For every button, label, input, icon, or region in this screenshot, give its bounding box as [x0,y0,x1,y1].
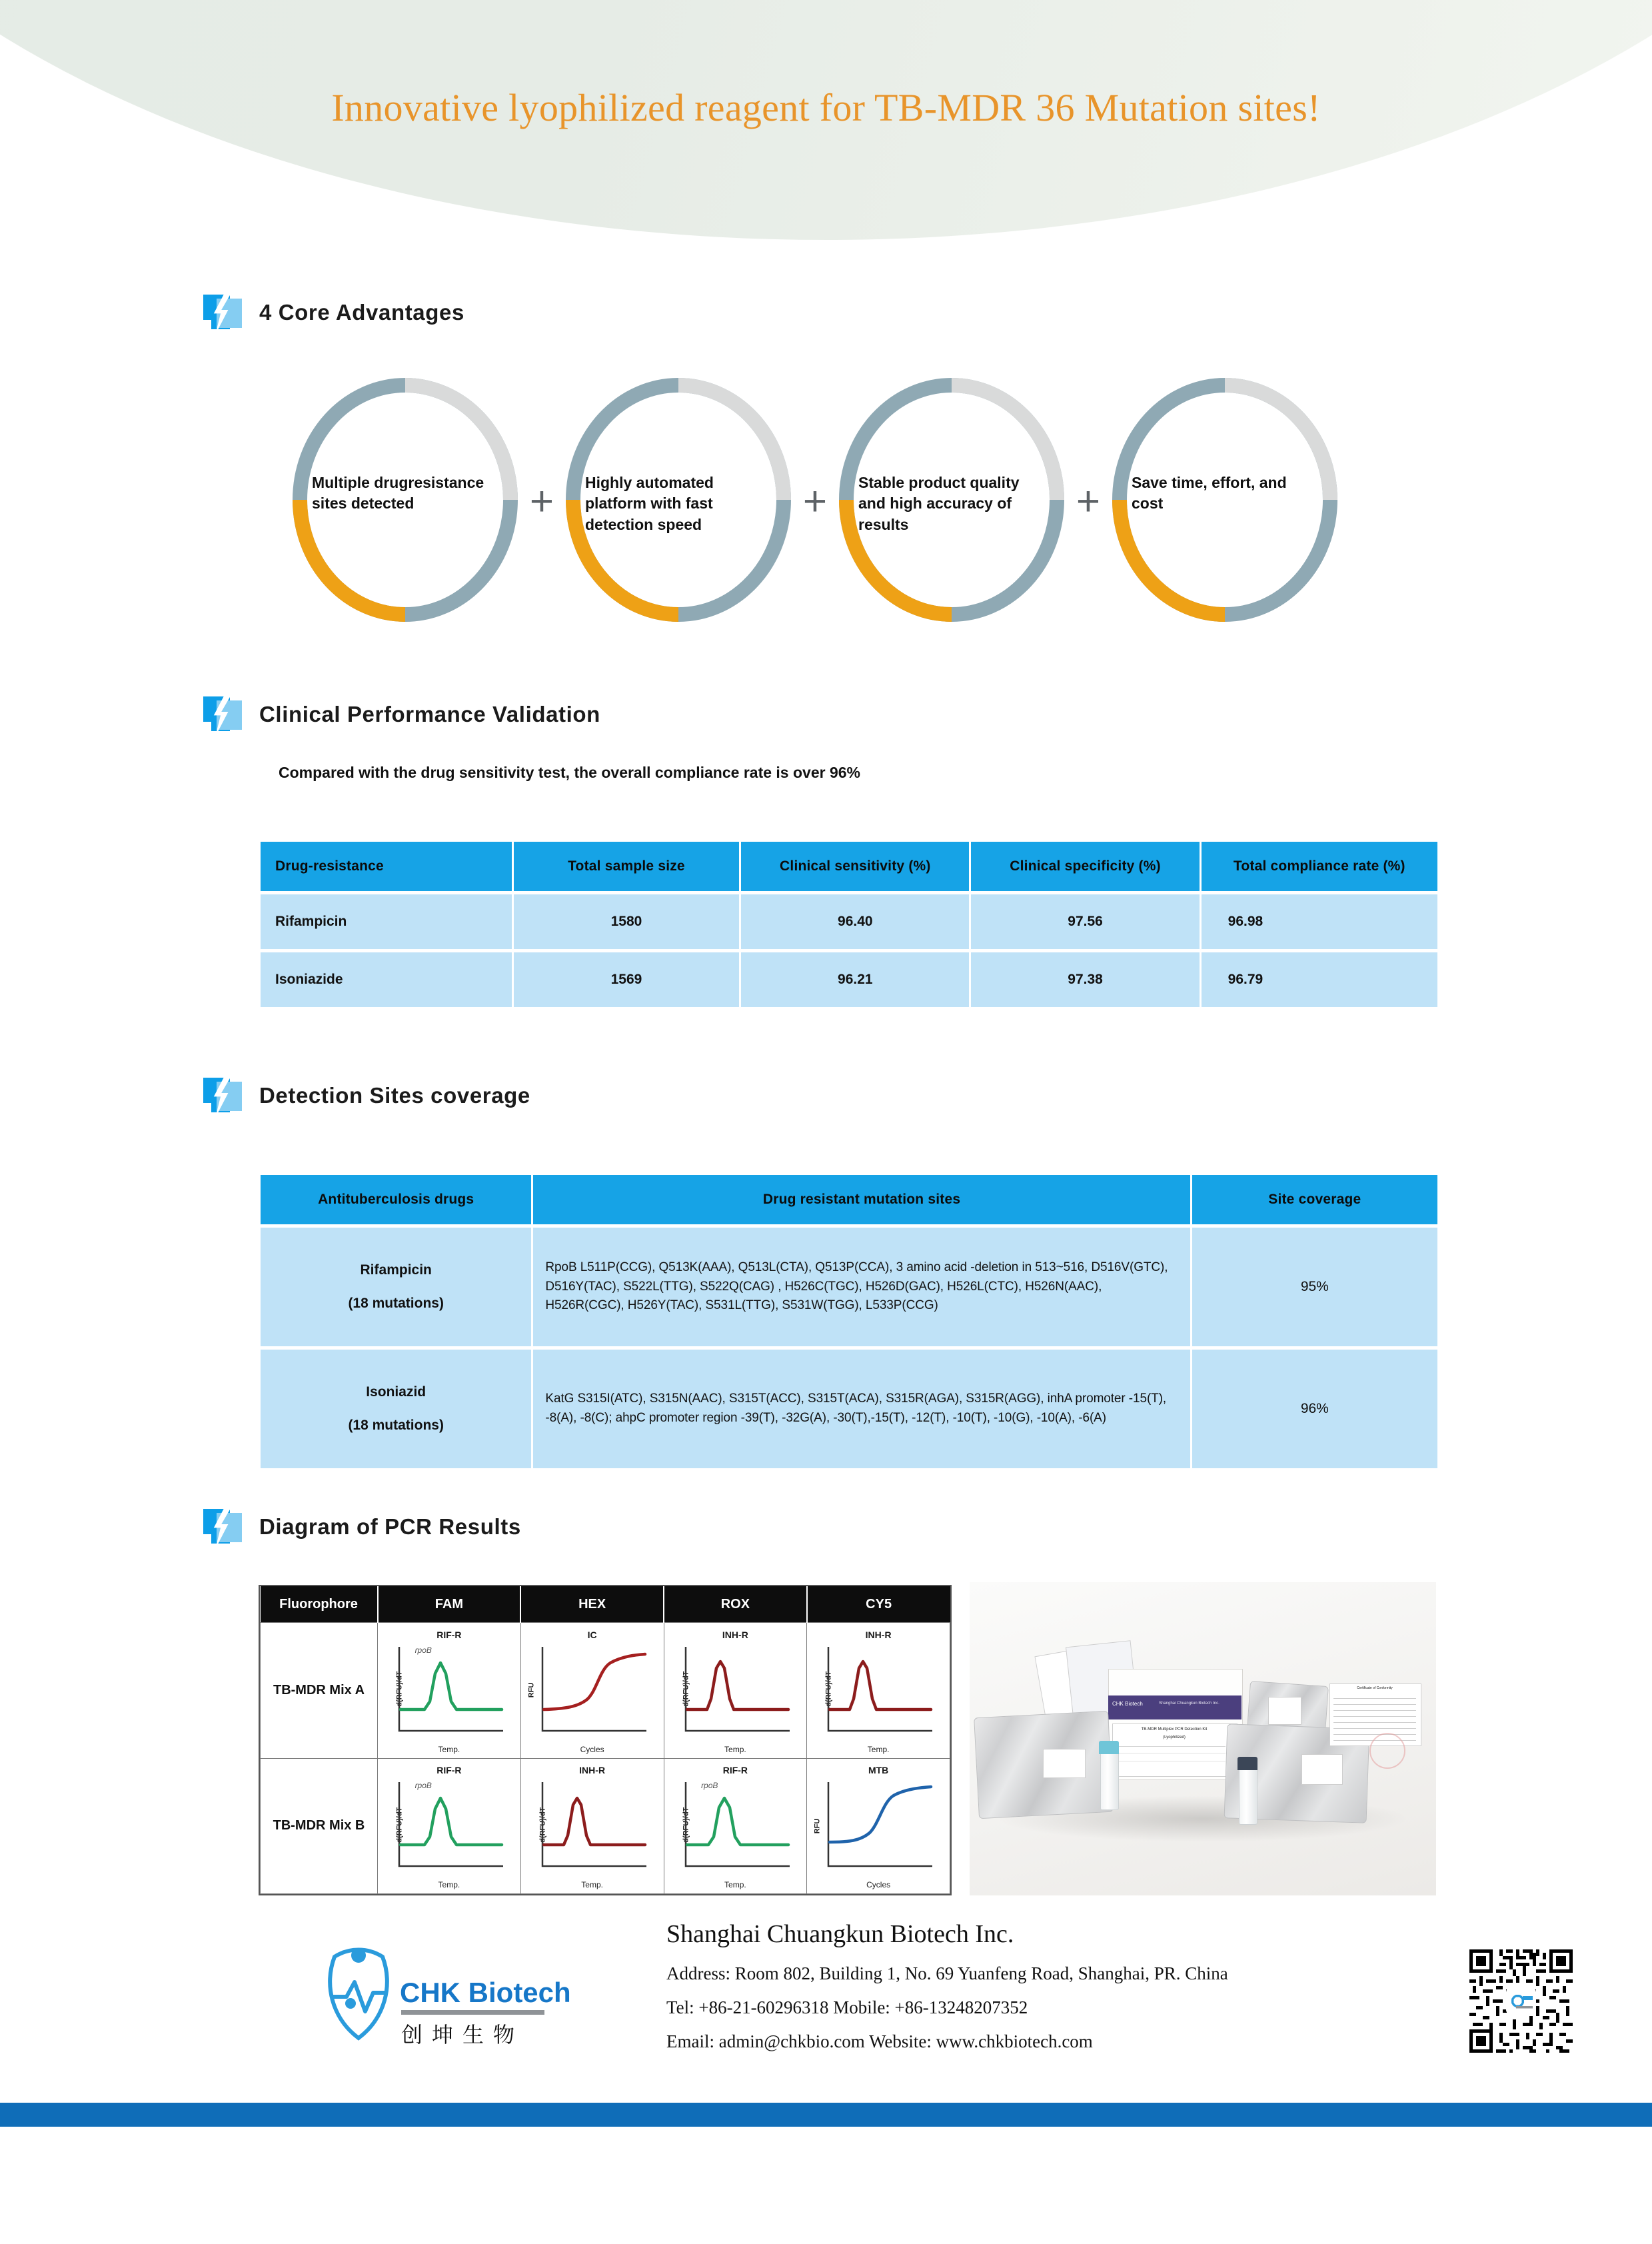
melt-curve-chart [378,1761,520,1891]
cell-sample-size: 1569 [514,952,740,1007]
pcr-cell-b-cy5 [807,1758,950,1894]
cell-specificity: 97.56 [971,894,1199,949]
logo-text: CHK Biotech [400,1977,571,2008]
y-axis-label: -d(RFU)/dT [395,1807,404,1845]
pcr-row-mix-a [261,1623,950,1759]
table-row [261,1228,1437,1346]
qr-code[interactable] [1466,1946,1576,2056]
pcr-cell-b-fam [378,1758,521,1894]
x-axis-label: Cycles [866,1880,891,1890]
vial-cap-right [1238,1757,1257,1770]
header-banner [0,0,1652,240]
chart-title: RIF-R [436,1765,462,1776]
pcr-cell-b-rox [664,1758,807,1894]
clinical-performance-table [259,838,1439,1010]
kit-box-brand-text: CHK Biotech [1112,1701,1143,1707]
product-photo: CHK Biotech Shanghai Chuangkun Biotech Inc. TB-MDR Multiplex PCR Detection Kit (Lyophilized) Certificate of Conformity [970,1582,1436,1895]
column-header-sample-size: Total sample size [514,842,740,891]
plus-icon-2: + [802,479,828,525]
pcr-results-table [259,1585,952,1895]
pcr-cell-a-cy5 [807,1623,950,1759]
clinical-subtitle: Compared with the drug sensitivity test, the overall compliance rate is over 96% [279,764,860,781]
pcr-header-row [261,1586,950,1623]
pouch-label-left [1043,1749,1086,1778]
advantage-label: Multiple drugresistance sites detected [312,474,484,513]
y-axis-label: -d(RFU)/dT [395,1671,404,1709]
gene-label: rpoB [414,1645,432,1655]
amplification-curve-chart [521,1626,664,1755]
advantage-ring-1 [287,373,524,627]
company-email-website: Email: admin@chkbio.com Website: www.chkbiotech.com [666,2031,1093,2051]
column-header-mutation-sites: Drug resistant mutation sites [533,1175,1190,1224]
advantages-ring-group [287,367,1446,633]
pcr-row-label: TB-MDR Mix A [261,1623,378,1759]
company-address: Address: Room 802, Building 1, No. 69 Yuanfeng Road, Shanghai, PR. China [666,1963,1228,1983]
x-axis-label: Temp. [724,1880,746,1890]
kit-box-brand-band [1108,1695,1241,1719]
advantage-ring-3 [833,373,1070,627]
red-stamp [1369,1733,1405,1769]
company-contact-block [666,1919,1413,2065]
column-header-sensitivity: Clinical sensitivity (%) [741,842,969,891]
cell-sample-size: 1580 [514,894,740,949]
chart-title: INH-R [865,1629,892,1640]
section-heading-pcr [203,1508,521,1546]
section-heading-label: Detection Sites coverage [259,1083,530,1108]
column-header-site-coverage: Site coverage [1192,1175,1437,1224]
kit-box-company-text: Shanghai Chuangkun Biotech Inc. [1159,1701,1220,1705]
x-axis-label: Temp. [867,1744,890,1754]
reagent-vial-left [1100,1746,1119,1810]
pcr-cell-a-fam [378,1623,521,1759]
advantage-label: Stable product quality and high accuracy of results [858,474,1020,533]
pcr-cell-b-hex [520,1758,664,1894]
section-heading-coverage [203,1076,530,1115]
section-marker-icon [203,695,242,734]
reagent-vial-right [1239,1762,1257,1825]
melt-curve-chart [664,1761,807,1891]
x-axis-label: Cycles [580,1744,604,1754]
pcr-row-label: TB-MDR Mix B [261,1758,378,1894]
section-heading-advantages [203,293,464,332]
detection-sites-table [259,1172,1439,1472]
cell-compliance: 96.98 [1202,894,1437,949]
y-axis-label: -d(RFU)/dT [538,1807,547,1845]
column-header-rox: ROX [664,1586,807,1623]
table-header-row [261,842,1437,891]
logo-text-cn: 创坤生物 [401,2022,524,2047]
x-axis-label: Temp. [581,1880,603,1890]
kit-box-product-sub: (Lyophilized) [1163,1735,1186,1739]
advantage-label: Highly automated platform with fast detection speed [585,474,714,533]
chart-title: MTB [868,1765,889,1776]
cell-drug [261,1228,531,1346]
table-row [261,952,1437,1007]
amplification-curve-chart [807,1761,950,1891]
section-heading-label: Clinical Performance Validation [259,702,600,726]
company-phone: Tel: +86-21-60296318 Mobile: +86-13248207352 [666,1997,1028,2017]
chart-title: RIF-R [436,1629,462,1640]
pouch-label-top-right [1268,1697,1301,1725]
company-logo [320,1933,586,2059]
page-title: Innovative lyophilized reagent for TB-MDR 36 Mutation sites! [331,86,1321,129]
y-axis-label: RFU [813,1818,822,1834]
cell-mutation-sites: KatG S315I(ATC), S315N(AAC), S315T(ACC), S315T(ACA), S315R(AGA), S315R(AGG), inhA promoter -15(T), -8(A), -8(C); ahpC promoter region -39(T), -32G(A), -30(T),-15(T), -12(T), -10(T), -10(G), -10(A), -6(A) [533,1350,1190,1468]
cell-coverage: 96% [1192,1350,1437,1468]
advantage-ring-2 [560,373,797,627]
section-marker-icon [203,1076,242,1115]
table-header-row [261,1175,1437,1224]
section-marker-icon [203,293,242,332]
x-axis-label: Temp. [438,1744,460,1754]
section-marker-icon [203,1508,242,1546]
pouch-label-right [1301,1754,1343,1785]
chart-title: INH-R [722,1629,748,1640]
advantage-label: Save time, effort, and cost [1132,474,1287,513]
footer-bar [0,2103,1652,2127]
drug-name: Isoniazid [366,1384,426,1400]
column-header-fam: FAM [378,1586,521,1623]
cell-drug: Isoniazide [261,952,512,1007]
column-header-specificity: Clinical specificity (%) [971,842,1199,891]
mutation-count: (18 mutations) [348,1296,444,1311]
cell-coverage: 95% [1192,1228,1437,1346]
chart-title: IC [587,1629,597,1640]
x-axis-label: Temp. [438,1880,460,1890]
melt-curve-chart [807,1626,950,1755]
cell-drug [261,1350,531,1468]
table-row [261,1350,1437,1468]
kit-box-product-name: TB-MDR Multiplex PCR Detection Kit [1141,1727,1208,1731]
melt-curve-chart [664,1626,807,1755]
y-axis-label: -d(RFU)/dT [824,1671,833,1709]
vial-cap-left [1099,1741,1119,1754]
column-header-drug: Drug-resistance [261,842,512,891]
section-heading-label: Diagram of PCR Results [259,1514,521,1539]
section-heading-label: 4 Core Advantages [259,300,464,325]
column-header-cy5: CY5 [807,1586,950,1623]
cell-sensitivity: 96.21 [741,952,969,1007]
gene-label: rpoB [701,1781,718,1791]
melt-curve-chart [378,1626,520,1755]
cell-specificity: 97.38 [971,952,1199,1007]
gene-label: rpoB [414,1781,432,1791]
column-header-fluorophore: Fluorophore [261,1586,378,1623]
kit-box-label [1112,1723,1238,1777]
pcr-row-mix-b [261,1758,950,1894]
plus-icon-1: + [529,479,554,525]
company-name: Shanghai Chuangkun Biotech Inc. [666,1920,1014,1948]
chart-title: RIF-R [722,1765,748,1776]
column-header-hex: HEX [520,1586,664,1623]
y-axis-label: -d(RFU)/dT [681,1807,690,1845]
table-row [261,894,1437,949]
y-axis-label: -d(RFU)/dT [681,1671,690,1709]
cell-compliance: 96.79 [1202,952,1437,1007]
plus-icon-3: + [1076,479,1101,525]
drug-name: Rifampicin [360,1262,432,1278]
melt-curve-chart [521,1761,664,1891]
cell-sensitivity: 96.40 [741,894,969,949]
section-heading-clinical [203,695,600,734]
pcr-cell-a-hex [520,1623,664,1759]
cell-mutation-sites: RpoB L511P(CCG), Q513K(AAA), Q513L(CTA), Q513P(CCA), 3 amino acid -deletion in 513~516, D516V(GTC), D516Y(TAC), S522L(TTG), S522Q(CAG) , H526C(TGC), H526D(GAC), H526L(CTC), H526N(AAC), H526R(CGC), H526Y(TAC), S531L(TTG), S531W(TGG), L533P(CCG) [533,1228,1190,1346]
pcr-cell-a-rox [664,1623,807,1759]
y-axis-label: RFU [527,1682,536,1698]
chart-title: INH-R [579,1765,606,1776]
column-header-compliance: Total compliance rate (%) [1202,842,1437,891]
mutation-count: (18 mutations) [348,1418,444,1433]
column-header-drugs: Antituberculosis drugs [261,1175,531,1224]
x-axis-label: Temp. [724,1744,746,1754]
advantage-ring-4 [1106,373,1343,627]
cell-drug: Rifampicin [261,894,512,949]
